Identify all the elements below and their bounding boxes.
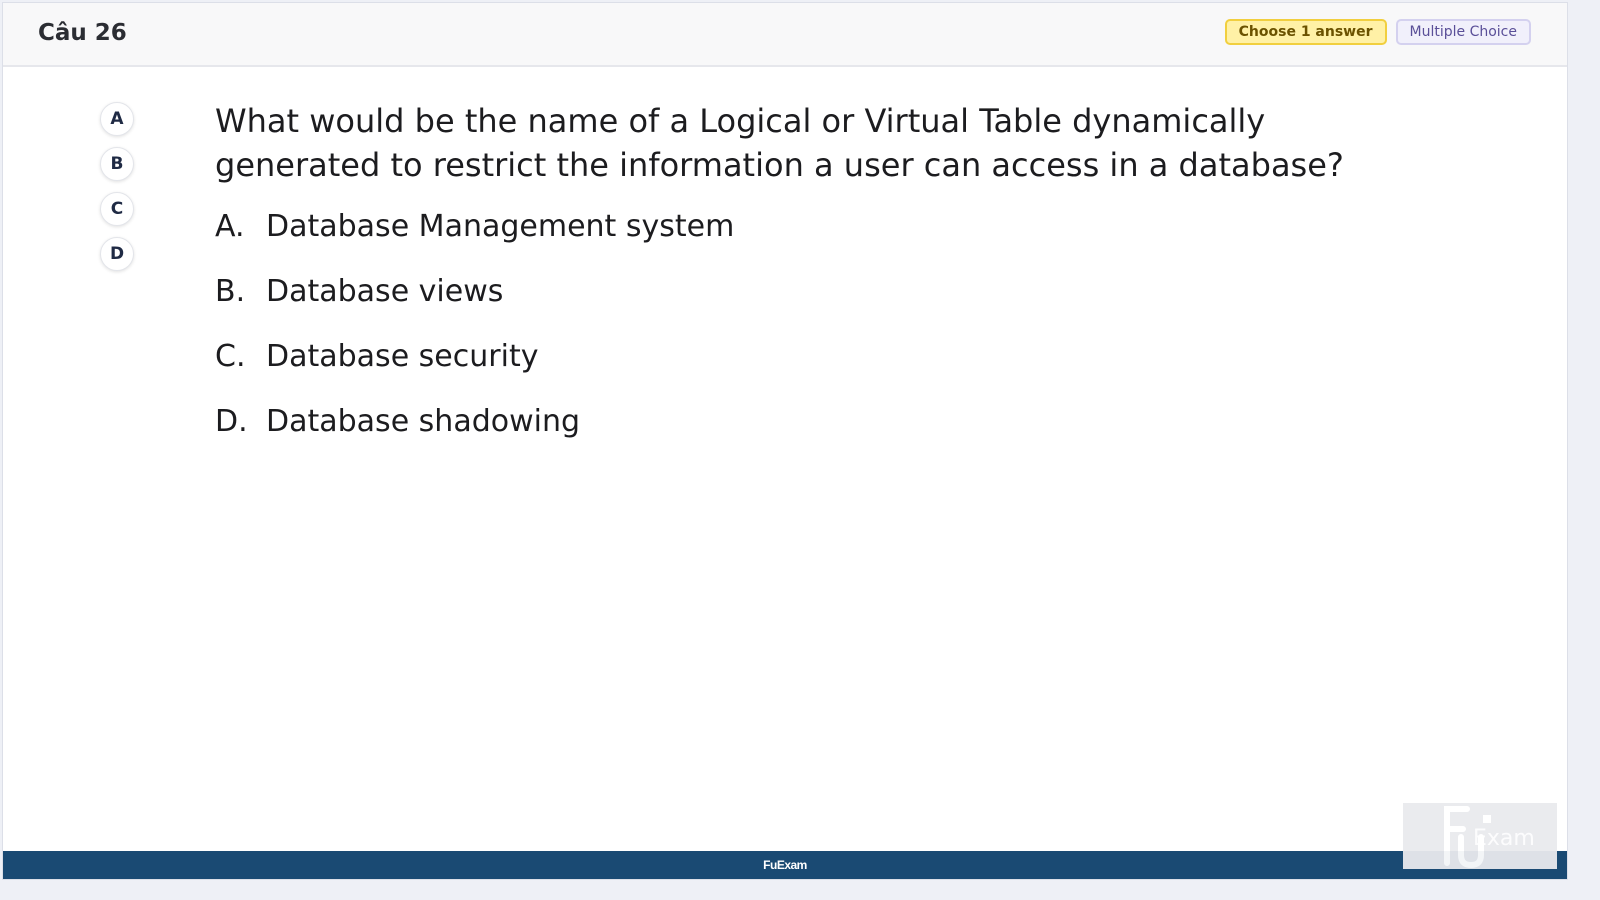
option-text: Database Management system: [266, 209, 735, 244]
option-text: Database security: [266, 339, 539, 374]
option-d[interactable]: [215, 404, 734, 469]
exam-window: [2, 2, 1568, 880]
choose-count-badge: Choose 1 answer: [1225, 19, 1387, 45]
option-letter: A.: [215, 209, 245, 244]
answer-letter-nav: [100, 102, 134, 282]
answer-nav-c[interactable]: C: [100, 192, 134, 226]
question-number: Câu 26: [38, 20, 127, 46]
badge-group: [1225, 19, 1531, 45]
answer-nav-b[interactable]: B: [100, 147, 134, 181]
answer-nav-d[interactable]: D: [100, 237, 134, 271]
fuexam-logo-watermark: [1403, 803, 1557, 869]
question-type-badge: Multiple Choice: [1396, 19, 1531, 45]
option-c[interactable]: [215, 339, 734, 404]
option-letter: B.: [215, 274, 246, 309]
question-header: [3, 3, 1567, 67]
option-text: Database shadowing: [266, 404, 581, 439]
option-b[interactable]: [215, 274, 734, 339]
fuexam-logo-icon: [1403, 803, 1557, 869]
option-letter: C.: [215, 339, 246, 374]
footer-bar: [3, 851, 1567, 879]
option-letter: D.: [215, 404, 248, 439]
option-text: Database views: [266, 274, 504, 309]
answer-nav-a[interactable]: A: [100, 102, 134, 136]
option-a[interactable]: [215, 209, 734, 274]
question-text: What would be the name of a Logical or Virtual Table dynamically generated to restrict the information a user can access in a database?: [215, 102, 1344, 184]
answer-options: [215, 209, 734, 469]
footer-brand: FuExam: [763, 858, 807, 872]
svg-text:Exam: Exam: [1473, 826, 1535, 851]
